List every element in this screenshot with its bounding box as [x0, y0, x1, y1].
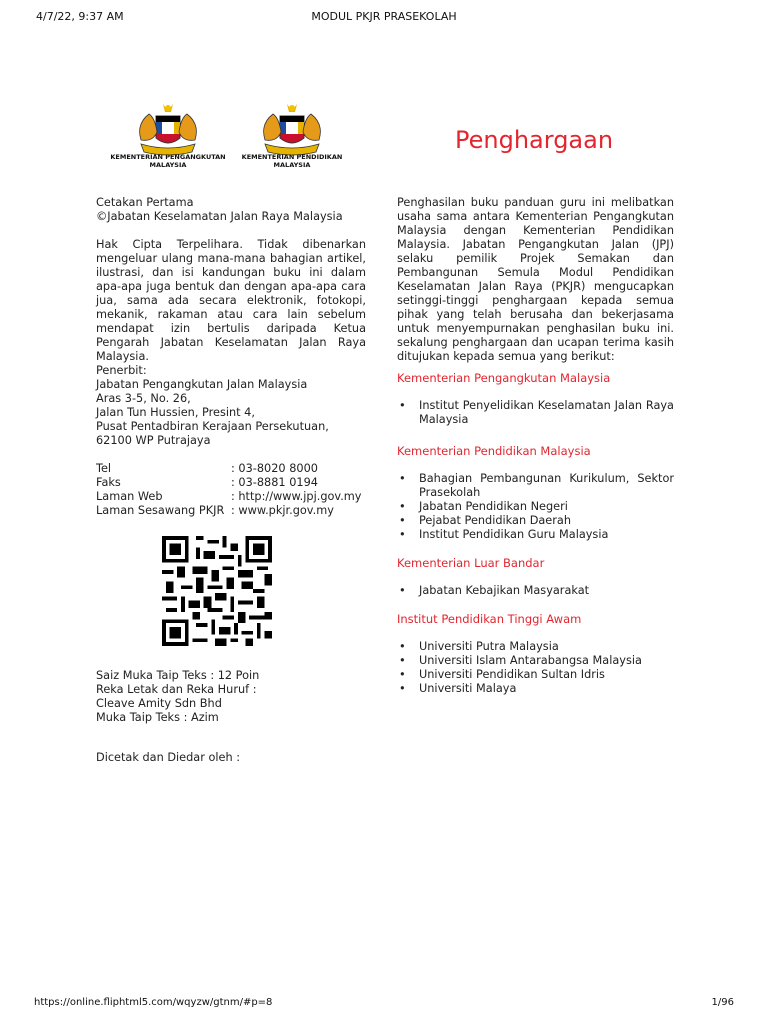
qr-code — [162, 536, 272, 646]
spec-line: Cleave Amity Sdn Bhd — [96, 697, 222, 710]
publisher-line: Jalan Tun Hussien, Presint 4, — [96, 406, 255, 419]
section-list — [397, 399, 674, 427]
publisher-line: 62100 WP Putrajaya — [96, 434, 211, 447]
contact-row: Tel : 03-8020 8000 — [96, 462, 318, 475]
spec-line: Reka Letak dan Reka Huruf : — [96, 683, 257, 696]
website-link[interactable]: : http://www.jpj.gov.my — [231, 490, 362, 503]
contact-row: Laman Sesawang PKJR : www.pkjr.gov.my — [96, 504, 334, 517]
spec-line: Saiz Muka Taip Teks : 12 Poin — [96, 669, 260, 682]
printer-text: Dicetak dan Diedar oleh : — [96, 751, 241, 764]
list-item: • Bahagian Pembangunan Kurikulum, Sektor Prasekolah — [397, 472, 674, 500]
rights-paragraph: Hak Cipta Terpelihara. Tidak dibenarkan mengeluar ulang mana-mana bahagian artikel, ilustrasi, dan isi kandungan buku ini dalam apa-apa juga bentuk dan dengan apa-apa cara jua, sama ada secara elektronik, fotokopi, mekanik, rakaman atau cara lain sebelum mendapat izin bertulis daripada Ketua Pengarah Jabatan Keselamatan Jalan Raya Malaysia. — [96, 238, 366, 363]
list-item: • Universiti Islam Antarabangsa Malaysia — [397, 654, 674, 668]
section-list — [397, 640, 674, 696]
page-url[interactable]: https://online.fliphtml5.com/wqyzw/gtnm/#p=8 — [34, 997, 273, 1008]
section-list — [397, 584, 674, 598]
acknowledgement-paragraph: Penghasilan buku panduan guru ini melibatkan usaha sama antara Kementerian Pengangkutan Malaysia dengan Kementerian Pendidikan Malaysia. Jabatan Pengangkutan Jalan (JPJ) selaku pemilik Projek Semakan dan Pembangunan Semula Modul Pendidikan Keselamatan Jalan Raya (PKJR) mengucapkan setinggi-tinggi penghargaan kepada semua pihak yang telah berusaha dan bekerjasama untuk menyempurnakan penghasilan buku ini. sekalung penghargaan dan ucapan terima kasih ditujukan kepada semua yang berikut: — [397, 196, 674, 363]
section-heading: Kementerian Pengangkutan Malaysia — [397, 371, 611, 385]
contact-row: Faks : 03-8881 0194 — [96, 476, 318, 489]
logo-caption: KEMENTERIAN PENDIDIKAN MALAYSIA — [241, 153, 343, 169]
pkjr-link[interactable]: : www.pkjr.gov.my — [231, 504, 334, 517]
section-heading: Kementerian Pendidikan Malaysia — [397, 444, 591, 458]
print-header-title: MODUL PKJR PRASEKOLAH — [311, 10, 457, 23]
publisher-label: Penerbit: — [96, 364, 147, 377]
list-item: • Universiti Malaya — [397, 682, 674, 696]
list-item: • Jabatan Pendidikan Negeri — [397, 500, 674, 514]
section-heading: Institut Pendidikan Tinggi Awam — [397, 612, 582, 626]
logo-caption: KEMENTERIAN PENGANGKUTAN MALAYSIA — [110, 153, 226, 169]
list-item: • Pejabat Pendidikan Daerah — [397, 514, 674, 528]
print-timestamp: 4/7/22, 9:37 AM — [36, 10, 124, 23]
list-item: • Universiti Pendidikan Sultan Idris — [397, 668, 674, 682]
page-title: Penghargaan — [455, 126, 614, 154]
page-number: 1/96 — [711, 997, 734, 1008]
spec-line: Muka Taip Teks : Azim — [96, 711, 219, 724]
list-item: • Jabatan Kebajikan Masyarakat — [397, 584, 674, 598]
list-item: • Institut Pendidikan Guru Malaysia — [397, 528, 674, 542]
list-item: • Universiti Putra Malaysia — [397, 640, 674, 654]
section-list — [397, 472, 674, 542]
specs-block — [96, 669, 366, 725]
contact-table — [96, 462, 362, 518]
edition-block — [96, 196, 366, 224]
contact-row: Laman Web : http://www.jpj.gov.my — [96, 490, 362, 503]
publisher-line: Aras 3-5, No. 26, — [96, 392, 191, 405]
list-item: • Institut Penyelidikan Keselamatan Jalan Raya Malaysia — [397, 399, 674, 427]
publisher-line: Pusat Pentadbiran Kerajaan Persekutuan, — [96, 420, 329, 433]
copyright-text: ©Jabatan Keselamatan Jalan Raya Malaysia — [96, 210, 343, 223]
publisher-block — [96, 364, 366, 448]
section-heading: Kementerian Luar Bandar — [397, 556, 545, 570]
publisher-line: Jabatan Pengangkutan Jalan Malaysia — [96, 378, 308, 391]
edition-text: Cetakan Pertama — [96, 196, 194, 209]
